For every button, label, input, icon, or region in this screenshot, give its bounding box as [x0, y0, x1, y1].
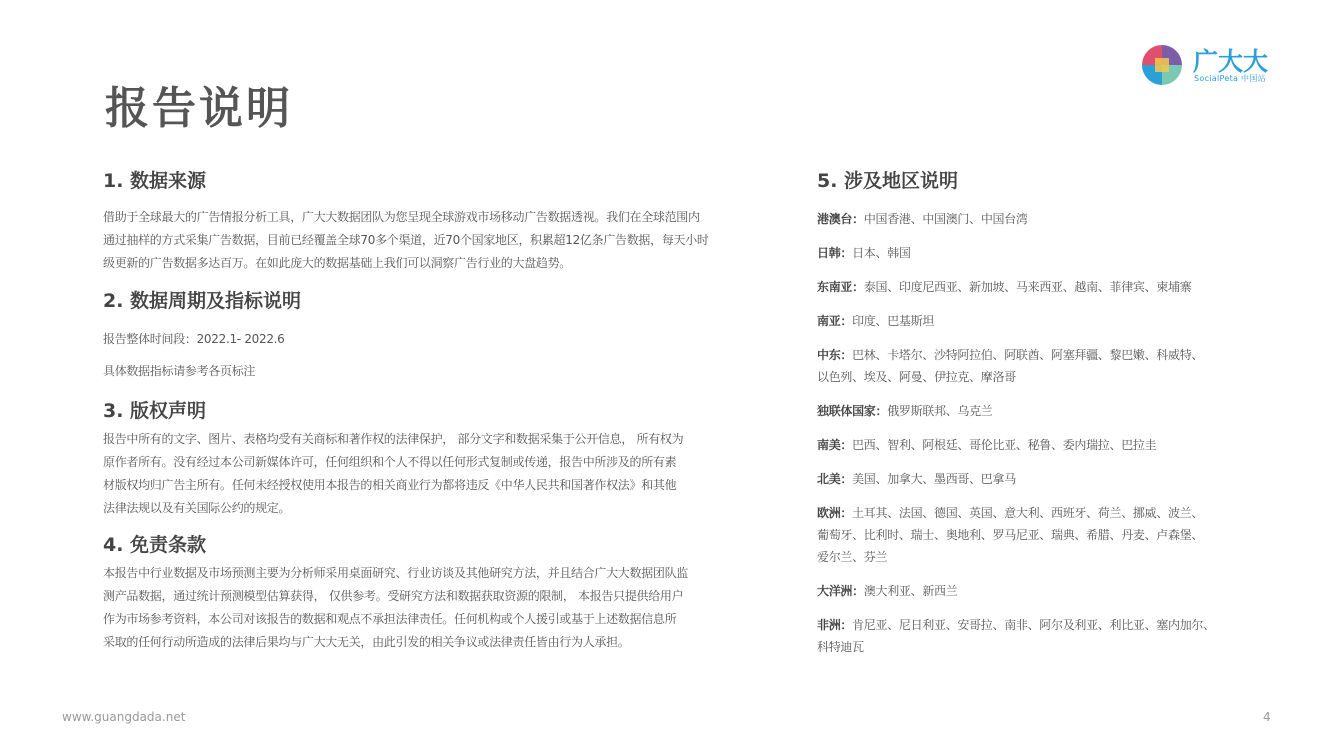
section-title: 3. 版权声明: [103, 400, 207, 422]
logo-mark-icon: [1141, 44, 1183, 86]
paragraph-line: 报告中所有的文字、图片、表格均受有关商标和著作权的法律保护， 部分文字和数据采集于公开信息， 所有权为: [103, 432, 684, 446]
paragraph-line: 作为市场参考资料，本公司对该报告的数据和观点不承担法律责任。任何机构或个人援引或基于上述数据信息所: [103, 612, 677, 626]
region-countries-cont: 以色列、埃及、阿曼、伊拉克、摩洛哥: [817, 370, 1016, 384]
paragraph-line: 本报告中行业数据及市场预测主要为分析师采用桌面研究、行业访谈及其他研究方法，并且结合广大大数据团队监: [103, 566, 689, 580]
region-item: [817, 400, 1257, 422]
region-countries: 印度、巴基斯坦: [852, 314, 935, 328]
section-title: 2. 数据周期及指标说明: [103, 290, 302, 312]
region-countries: 肯尼亚、尼日利亚、安哥拉、南非、阿尔及利亚、利比亚、塞内加尔、: [852, 618, 1215, 632]
paragraph-line: 法律法规以及有关国际公约的规定。: [103, 501, 291, 515]
region-item: [817, 502, 1257, 568]
paragraph-line: 材版权均归广告主所有。任何未经授权使用本报告的相关商业行为都将违反《中华人民共和国著作权法》和其他: [103, 478, 677, 492]
paragraph-line: 原作者所有。没有经过本公司新媒体许可，任何组织和个人不得以任何形式复制或传递，报告中所涉及的所有素: [103, 455, 677, 469]
region-name: 港澳台：: [817, 212, 864, 226]
section-period: [103, 288, 751, 383]
region-countries: 泰国、印度尼西亚、新加坡、马来西亚、越南、菲律宾、柬埔寨: [863, 280, 1192, 294]
region-list: [817, 208, 1257, 658]
region-item: [817, 344, 1257, 388]
paragraph-line: 测产品数据，通过统计预测模型估算获得， 仅供参考。受研究方法和数据获取资源的限制， 本报告只提供给用户: [103, 589, 684, 603]
right-column: [817, 168, 1257, 670]
period-note: 具体数据指标请参考各页标注: [103, 364, 256, 378]
region-countries: 巴林、卡塔尔、沙特阿拉伯、阿联酋、阿塞拜疆、黎巴嫩、科威特、: [852, 348, 1204, 362]
region-countries: 巴西、智利、阿根廷、哥伦比亚、秘鲁、委内瑞拉、巴拉圭: [852, 438, 1157, 452]
paragraph-line: 级更新的广告数据多达百万。在如此庞大的数据基础上我们可以洞察广告行业的大盘趋势。: [103, 256, 572, 270]
region-countries: 俄罗斯联邦、乌克兰: [887, 404, 993, 418]
page-number: 4: [1263, 710, 1271, 724]
region-name: 南美：: [817, 438, 853, 452]
page-title: 报告说明: [105, 83, 293, 134]
section-disclaimer: [103, 532, 751, 654]
region-name: 日韩：: [817, 246, 853, 260]
region-name: 欧洲：: [817, 506, 853, 520]
region-item: [817, 434, 1257, 456]
region-name: 非洲：: [817, 618, 853, 632]
region-countries: 日本、韩国: [852, 246, 911, 260]
region-countries: 中国香港、中国澳门、中国台湾: [863, 212, 1028, 226]
logo-subtitle: SocialPeta 中国站: [1194, 74, 1266, 83]
region-name: 北美：: [817, 472, 853, 486]
region-name: 东南亚：: [817, 280, 864, 294]
paragraph-line: 采取的任何行动所造成的法律后果均与广大大无关，由此引发的相关争议或法律责任皆由行为人承担。: [103, 635, 630, 649]
region-countries: 美国、加拿大、墨西哥、巴拿马: [852, 472, 1016, 486]
brand-logo[interactable]: [1141, 42, 1286, 86]
section-copyright: [103, 398, 751, 520]
region-item: [817, 242, 1257, 264]
section-data-source: [103, 168, 751, 275]
paragraph-line: 借助于全球最大的广告情报分析工具，广大大数据团队为您呈现全球游戏市场移动广告数据透视。我们在全球范围内: [103, 210, 700, 224]
region-countries-cont: 葡萄牙、比利时、瑞士、奥地利、罗马尼亚、瑞典、希腊、丹麦、卢森堡、: [817, 528, 1204, 542]
region-item: [817, 614, 1257, 658]
region-countries-cont: 爱尔兰、芬兰: [817, 550, 888, 564]
section-title: 5. 涉及地区说明: [817, 170, 959, 192]
period-range: 报告整体时间段：2022.1- 2022.6: [103, 332, 285, 346]
region-name: 南亚：: [817, 314, 853, 328]
region-name: 中东：: [817, 348, 853, 362]
region-name: 大洋洲：: [817, 584, 864, 598]
region-item: [817, 208, 1257, 230]
section-title: 1. 数据来源: [103, 170, 207, 192]
section-title: 4. 免责条款: [103, 534, 207, 556]
region-item: [817, 468, 1257, 490]
region-name: 独联体国家：: [817, 404, 888, 418]
logo-name: 广大大: [1193, 47, 1269, 76]
region-item: [817, 310, 1257, 332]
region-countries: 澳大利亚、新西兰: [863, 584, 958, 598]
paragraph-line: 通过抽样的方式采集广告数据，目前已经覆盖全球70多个渠道，近70个国家地区，积累超12亿条广告数据，每天小时: [103, 233, 709, 247]
region-countries-cont: 科特迪瓦: [817, 640, 864, 654]
footer-url-link[interactable]: www.guangdada.net: [62, 710, 186, 724]
region-item: [817, 276, 1257, 298]
region-countries: 土耳其、法国、德国、英国、意大利、西班牙、荷兰、挪威、波兰、: [852, 506, 1204, 520]
region-item: [817, 580, 1257, 602]
